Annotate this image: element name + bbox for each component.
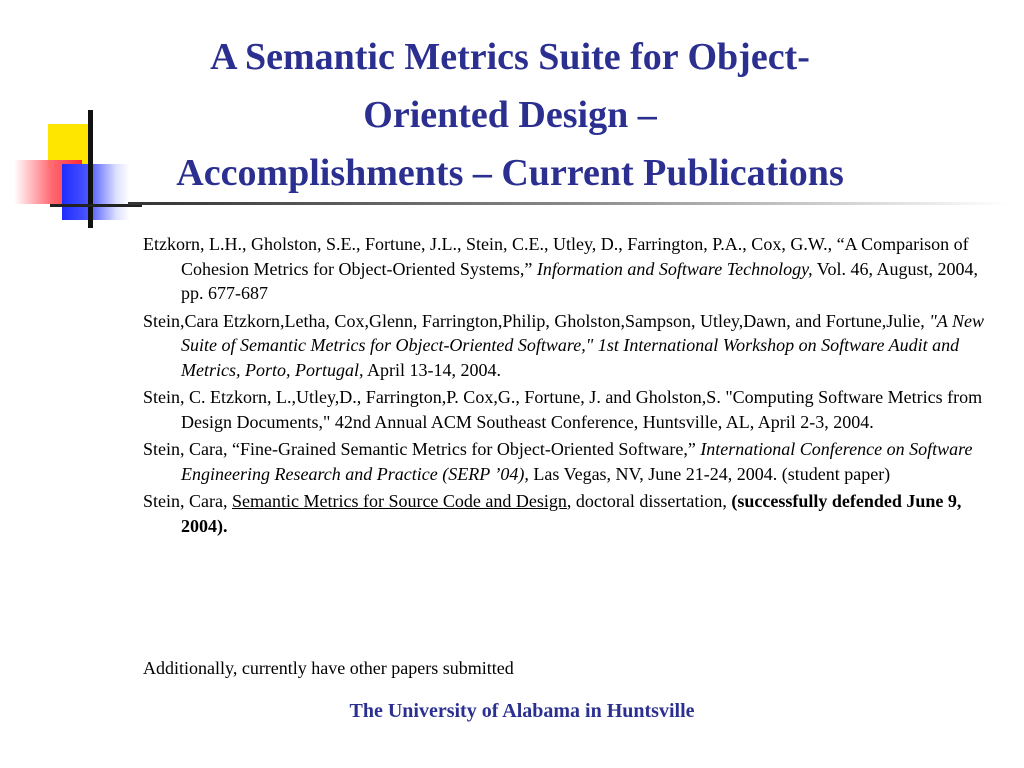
publication-authors: Stein,Cara Etzkorn,Letha, Cox,Glenn, Farrington,Philip, Gholston,Sampson, Utley,Dawn, and Fortune,Julie, bbox=[143, 310, 925, 331]
publication-authors: Stein, C. Etzkorn, L.,Utley,D., Farrington,P. Cox,G., Fortune, J. and Gholston,S. "Computing Software Metrics from Design Documents," 42nd Annual ACM Southeast Conference, Huntsville, AL, April 2-3, 2004. bbox=[143, 387, 983, 432]
publication-item bbox=[143, 232, 1003, 306]
title-line-1: A Semantic Metrics Suite for Object- bbox=[210, 36, 810, 78]
defense-note: (successfully defended June 9, 2004). bbox=[181, 491, 962, 536]
publication-list bbox=[143, 232, 1003, 541]
publication-details: April 13-14, 2004. bbox=[367, 359, 502, 380]
dissertation-title: Semantic Metrics for Source Code and Design bbox=[231, 491, 567, 511]
footer-university: The University of Alabama in Huntsville bbox=[349, 700, 695, 722]
publication-item bbox=[143, 385, 1003, 434]
publication-venue: Information and Software Technology, bbox=[536, 258, 813, 279]
publication-venue: "A New Suite of Semantic Metrics for Object-Oriented Software," 1st International Workshop on Software Audit and Metrics, Porto, Portugal, bbox=[181, 310, 984, 380]
publication-venue: International Conference on Software Engineering Research and Practice (SERP ’04), bbox=[181, 439, 973, 484]
publication-details: Las Vegas, NV, June 21-24, 2004. (student paper) bbox=[533, 463, 891, 484]
publication-details: Vol. 46, August, 2004, pp. 677-687 bbox=[181, 258, 978, 303]
additional-note: Additionally, currently have other papers submitted bbox=[143, 658, 514, 678]
title-line-2: Oriented Design – bbox=[363, 94, 657, 136]
slide-title bbox=[60, 28, 960, 202]
publication-authors: Stein, Cara, bbox=[143, 491, 228, 511]
title-line-3: Accomplishments – Current Publications bbox=[176, 152, 844, 194]
publication-authors: Etzkorn, L.H., Gholston, S.E., Fortune, J.L., Stein, C.E., Utley, D., Farrington, P.A., Cox, G.W., “A Comparison of Cohesion Metrics for Object-Oriented Systems,” bbox=[143, 234, 969, 279]
publication-item bbox=[143, 437, 1003, 486]
publication-details: , doctoral dissertation, bbox=[566, 491, 727, 511]
title-divider bbox=[128, 202, 1008, 205]
publication-authors: Stein, Cara, “Fine-Grained Semantic Metrics for Object-Oriented Software,” bbox=[143, 439, 696, 459]
publication-item bbox=[143, 489, 1003, 538]
publication-item bbox=[143, 309, 1003, 383]
